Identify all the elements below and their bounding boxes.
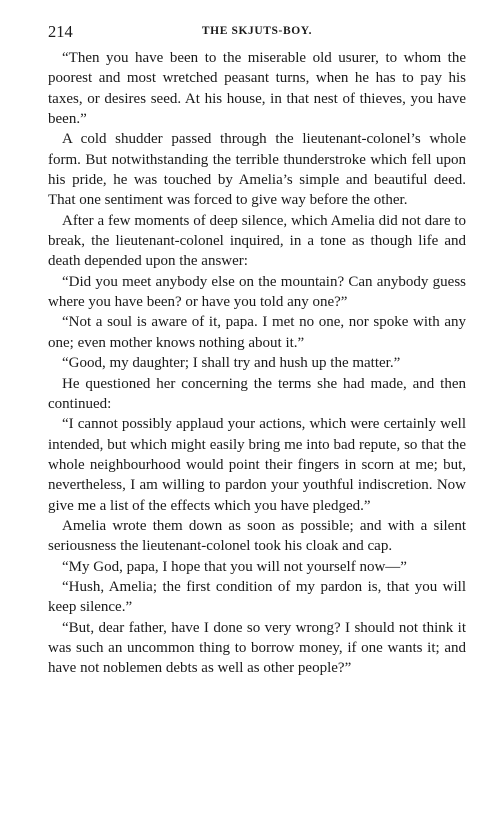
paragraph: He questioned her concerning the terms she had made, and then continued: — [48, 375, 466, 412]
running-title: THE SKJUTS-BOY. — [201, 25, 313, 37]
paragraph: “Not a soul is aware of it, papa. I met no one, nor spoke with any one; even mother knows nothing about it.” — [48, 314, 466, 351]
paragraph: “My God, papa, I hope that you will not yourself now—” — [62, 558, 407, 575]
book-page — [48, 22, 466, 679]
paragraph: “Did you meet anybody else on the mountain? Can anybody guess where you have been? or have you told any one?” — [48, 273, 466, 311]
paragraph: Amelia wrote them down as soon as possible; and with a silent seriousness the lieutenant-colonel took his cloak and cap. — [48, 517, 466, 555]
body-text — [48, 48, 466, 679]
paragraph: “Good, my daughter; I shall try and hush up the matter.” — [62, 355, 401, 372]
paragraph: “I cannot possibly applaud your actions, which were certainly well intended, but which might easily bring me into bad repute, so that the whole neighbourhood would point their fingers in scorn at me; but, nevertheless, I am willing to pardon your youthful indiscretion. Now give me a list of the effects which you have pledged.” — [48, 416, 466, 514]
running-head — [48, 22, 466, 48]
paragraph: After a few moments of deep silence, which Amelia did not dare to break, the lieutenant-colonel inquired, in a tone as though life and death depended upon the answer: — [48, 212, 466, 270]
paragraph: A cold shudder passed through the lieutenant-colonel’s whole form. But notwithstanding the terrible thunderstroke which fell upon his pride, he was touched by Amelia’s simple and beautiful deed. That one sentiment was forced to give way before the other. — [48, 131, 466, 209]
page-number: 214 — [48, 22, 73, 41]
paragraph: “Then you have been to the miserable old usurer, to whom the poorest and most wretched peasant turns, when he has to pay his taxes, or desires seed. At his house, in that nest of thieves, you have been.” — [48, 50, 466, 128]
paragraph: “Hush, Amelia; the first condition of my pardon is, that you will keep silence.” — [48, 578, 466, 616]
paragraph: “But, dear father, have I done so very wrong? I should not think it was such an uncommon thing to borrow money, if one wants it; and have not noblemen debts as well as other people?” — [48, 619, 466, 677]
